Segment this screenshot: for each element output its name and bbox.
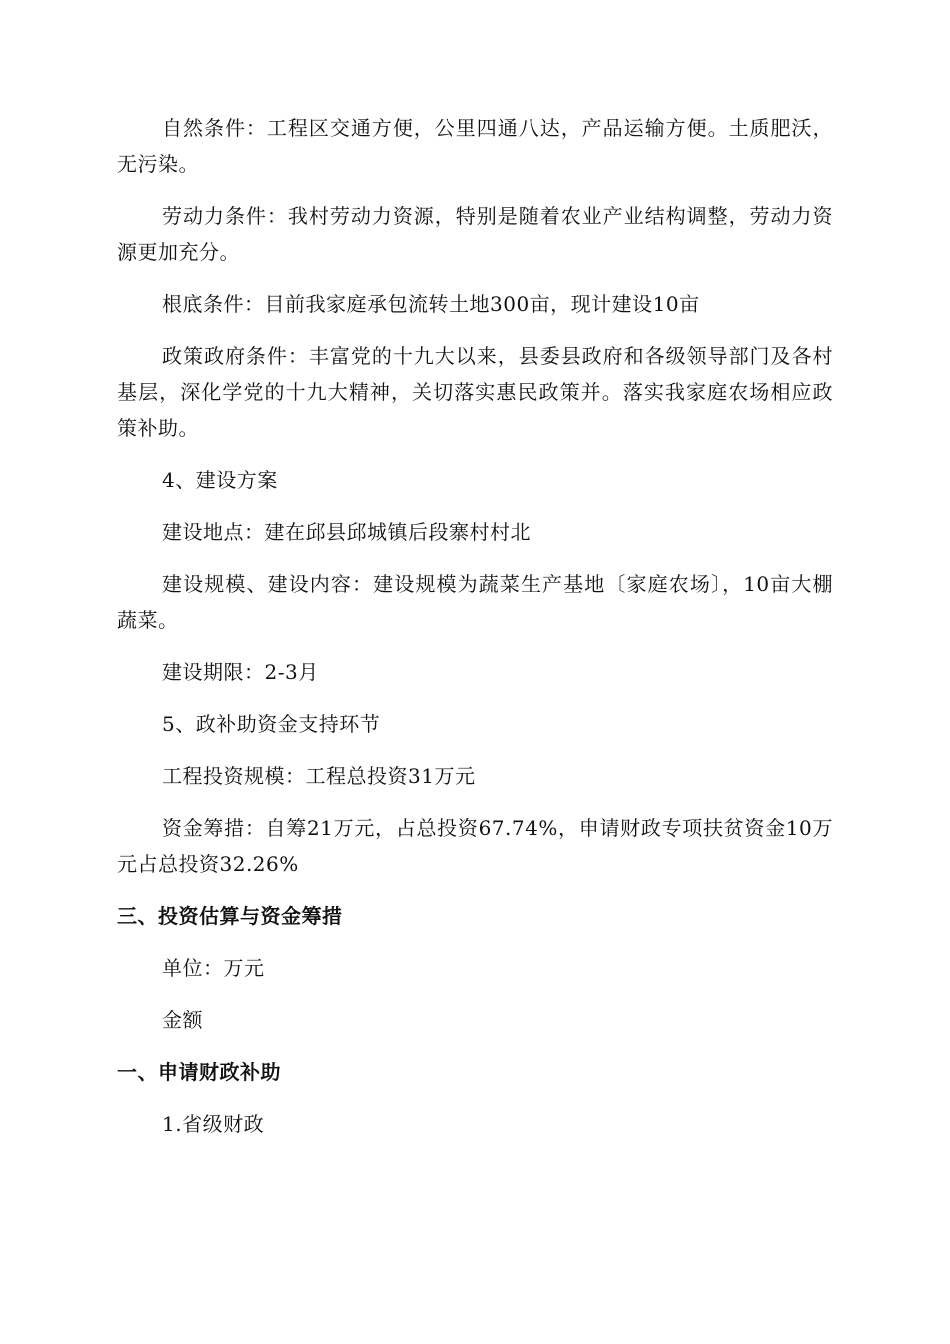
paragraph-fund-raising: 资金筹措：自筹21万元，占总投资67.74%，申请财政专项扶贫资金10万元占总投资32.26%: [117, 816, 833, 876]
section-subsidy-funding: 5、政补助资金支持环节: [162, 712, 381, 736]
document-body: [117, 110, 833, 1158]
amount-line: 金额: [162, 1008, 203, 1032]
paragraph-policy-conditions: 政策政府条件：丰富党的十九大以来，县委县政府和各级领导部门及各村基层，深化学党的十九大精神，关切落实惠民政策并。落实我家庭农场相应政策补助。: [117, 344, 833, 440]
paragraph-base-conditions: 根底条件：目前我家庭承包流转土地300亩，现计建设10亩: [162, 292, 700, 316]
item-provincial-finance: 1.省级财政: [162, 1112, 265, 1136]
paragraph-natural-conditions: 自然条件：工程区交通方便，公里四通八达，产品运输方便。土质肥沃，无污染。: [117, 116, 833, 176]
paragraph-construction-location: 建设地点：建在邱县邱城镇后段寨村村北: [162, 520, 531, 544]
paragraph-construction-scale: 建设规模、建设内容：建设规模为蔬菜生产基地〔家庭农场〕，10亩大棚蔬菜。: [117, 572, 833, 632]
unit-line: 单位：万元: [162, 956, 265, 980]
heading-investment-estimate: 三、投资估算与资金筹措: [117, 904, 343, 928]
section-construction-plan: 4、建设方案: [162, 468, 278, 492]
paragraph-construction-period: 建设期限：2-3月: [162, 660, 319, 684]
paragraph-investment-scale: 工程投资规模：工程总投资31万元: [162, 764, 476, 788]
heading-financial-subsidy: 一、申请财政补助: [117, 1060, 281, 1084]
paragraph-labor-conditions: 劳动力条件：我村劳动力资源，特别是随着农业产业结构调整，劳动力资源更加充分。: [117, 204, 833, 264]
